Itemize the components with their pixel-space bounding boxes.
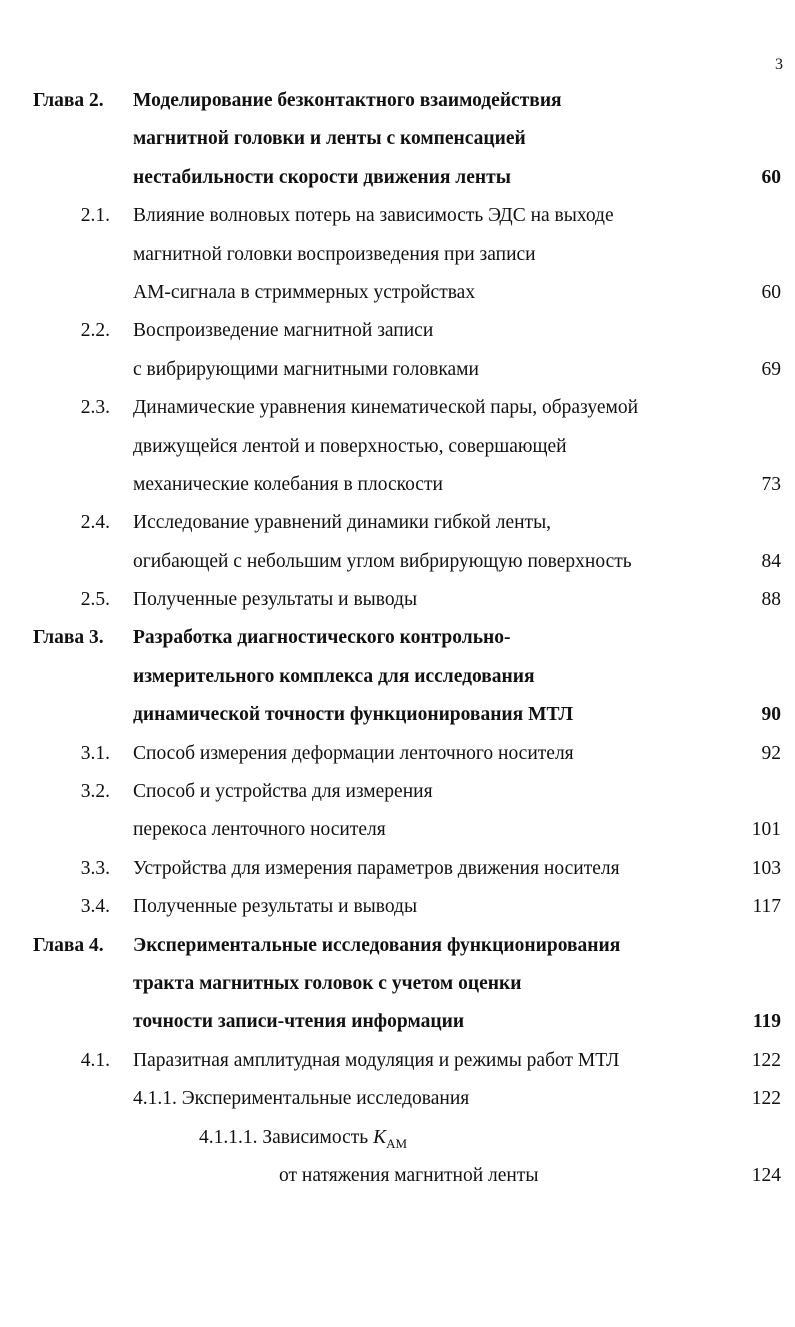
- chapter-number: Глава 3.: [33, 627, 104, 649]
- toc-line: [0, 581, 795, 619]
- toc-line: [0, 773, 795, 811]
- chapter-number: Глава 2.: [33, 90, 104, 111]
- toc-line: [0, 735, 795, 773]
- section-title-line: Динамические уравнения кинематической пары, образуемой: [133, 397, 639, 419]
- kam-symbol: $K_{АМ}$: [373, 1126, 408, 1151]
- section-number: 2.5.: [80, 589, 110, 611]
- page-ref: 88: [761, 589, 781, 611]
- section-title-line: перекоса ленточного носителя: [133, 819, 386, 841]
- chapter-title-line: динамической точности функционирования МТЛ: [133, 704, 574, 726]
- page-ref: 90: [761, 704, 781, 726]
- chapter-title-line: магнитной головки и ленты с компенсацией: [133, 128, 526, 150]
- toc-line: [0, 120, 795, 158]
- section-title-line: Полученные результаты и выводы: [133, 896, 418, 918]
- toc-line: [0, 1157, 795, 1195]
- section-title-line: Паразитная амплитудная модуляция и режимы работ МТЛ: [133, 1049, 620, 1071]
- page-ref: 84: [761, 550, 781, 572]
- section-number: 2.4.: [80, 512, 110, 534]
- page-ref: 92: [761, 742, 781, 764]
- chapter-title-line: Экспериментальные исследования функционирования: [133, 934, 621, 956]
- toc-line: [0, 888, 795, 926]
- page-ref: 73: [761, 473, 781, 495]
- chapter-title-line: нестабильности скорости движения ленты: [133, 166, 511, 188]
- chapter-number: Глава 4.: [33, 934, 104, 956]
- section-number: 3.2.: [80, 781, 110, 803]
- section-title-line: движущейся лентой и поверхностью, совершающей: [133, 435, 567, 457]
- section-number: 3.1.: [80, 742, 110, 764]
- chapter-title-line: точности записи-чтения информации: [133, 1011, 465, 1033]
- toc-line: [0, 811, 795, 849]
- section-title-line: Устройства для измерения параметров движения носителя: [133, 857, 620, 879]
- toc-line: [0, 312, 795, 350]
- toc-line: [0, 850, 795, 888]
- section-title-line: Полученные результаты и выводы: [133, 589, 418, 611]
- toc-line: [0, 965, 795, 1003]
- section-title-line: АМ-сигнала в стриммерных устройствах: [133, 281, 476, 303]
- page-ref: 124: [751, 1164, 781, 1186]
- toc-line: [0, 504, 795, 542]
- section-title-line: Влияние волновых потерь на зависимость ЭДС на выходе: [133, 205, 614, 227]
- toc-line: [0, 1080, 795, 1118]
- section-title-line: Воспроизведение магнитной записи: [133, 320, 434, 342]
- chapter-title-line: Разработка диагностического контрольно-: [133, 627, 511, 649]
- page-ref: 60: [761, 166, 781, 188]
- toc-line: [0, 543, 795, 581]
- page-ref: 122: [751, 1049, 781, 1071]
- section-number: 2.2.: [80, 320, 110, 342]
- section-title-line: Способ и устройства для измерения: [133, 781, 433, 803]
- section-number: 2.1.: [80, 205, 110, 227]
- toc-line: [0, 658, 795, 696]
- section-title-line: огибающей с небольшим углом вибрирующую поверхность: [133, 550, 632, 572]
- page-ref: 122: [751, 1088, 781, 1110]
- section-title-line: 4.1.1.1. Зависимость $K_{АМ}$: [199, 1126, 408, 1151]
- chapter-title-line: Моделирование безконтактного взаимодействия: [133, 90, 562, 111]
- page-ref: 103: [751, 857, 781, 879]
- toc-line: [0, 1042, 795, 1080]
- section-title-line: механические колебания в плоскости: [133, 473, 443, 495]
- section-number: 2.3.: [80, 397, 110, 419]
- toc-line: [0, 1119, 795, 1157]
- chapter-title-line: измерительного комплекса для исследования: [133, 665, 535, 687]
- section-number: 3.3.: [80, 857, 110, 879]
- toc-line: [0, 466, 795, 504]
- section-title-line: от натяжения магнитной ленты: [279, 1164, 539, 1186]
- toc-line: [0, 236, 795, 274]
- toc-line: [0, 82, 795, 120]
- section-number: 3.4.: [80, 896, 110, 918]
- section-title-line: Исследование уравнений динамики гибкой ленты,: [133, 512, 552, 534]
- toc-line: [0, 159, 795, 197]
- page-ref: 69: [761, 358, 781, 380]
- chapter-title-line: тракта магнитных головок с учетом оценки: [133, 972, 522, 994]
- section-title-line: с вибрирующими магнитными головками: [133, 358, 479, 380]
- page-ref: 117: [752, 896, 781, 918]
- page-number: 3: [775, 56, 783, 73]
- page-ref: 60: [761, 281, 781, 303]
- toc-line: [0, 1003, 795, 1041]
- section-number: 4.1.: [80, 1049, 110, 1071]
- section-title-line: магнитной головки воспроизведения при записи: [133, 243, 536, 265]
- toc-line: [0, 197, 795, 235]
- table-of-contents: [0, 82, 795, 1195]
- toc-line: [0, 927, 795, 965]
- page-ref: 101: [751, 819, 781, 841]
- section-title-line: 4.1.1. Экспериментальные исследования: [133, 1088, 470, 1110]
- section-title-line: Способ измерения деформации ленточного носителя: [133, 742, 574, 764]
- toc-line: [0, 389, 795, 427]
- toc-line: [0, 351, 795, 389]
- page-ref: 119: [752, 1011, 781, 1033]
- toc-line: [0, 619, 795, 657]
- toc-line: [0, 274, 795, 312]
- toc-line: [0, 428, 795, 466]
- toc-line: [0, 696, 795, 734]
